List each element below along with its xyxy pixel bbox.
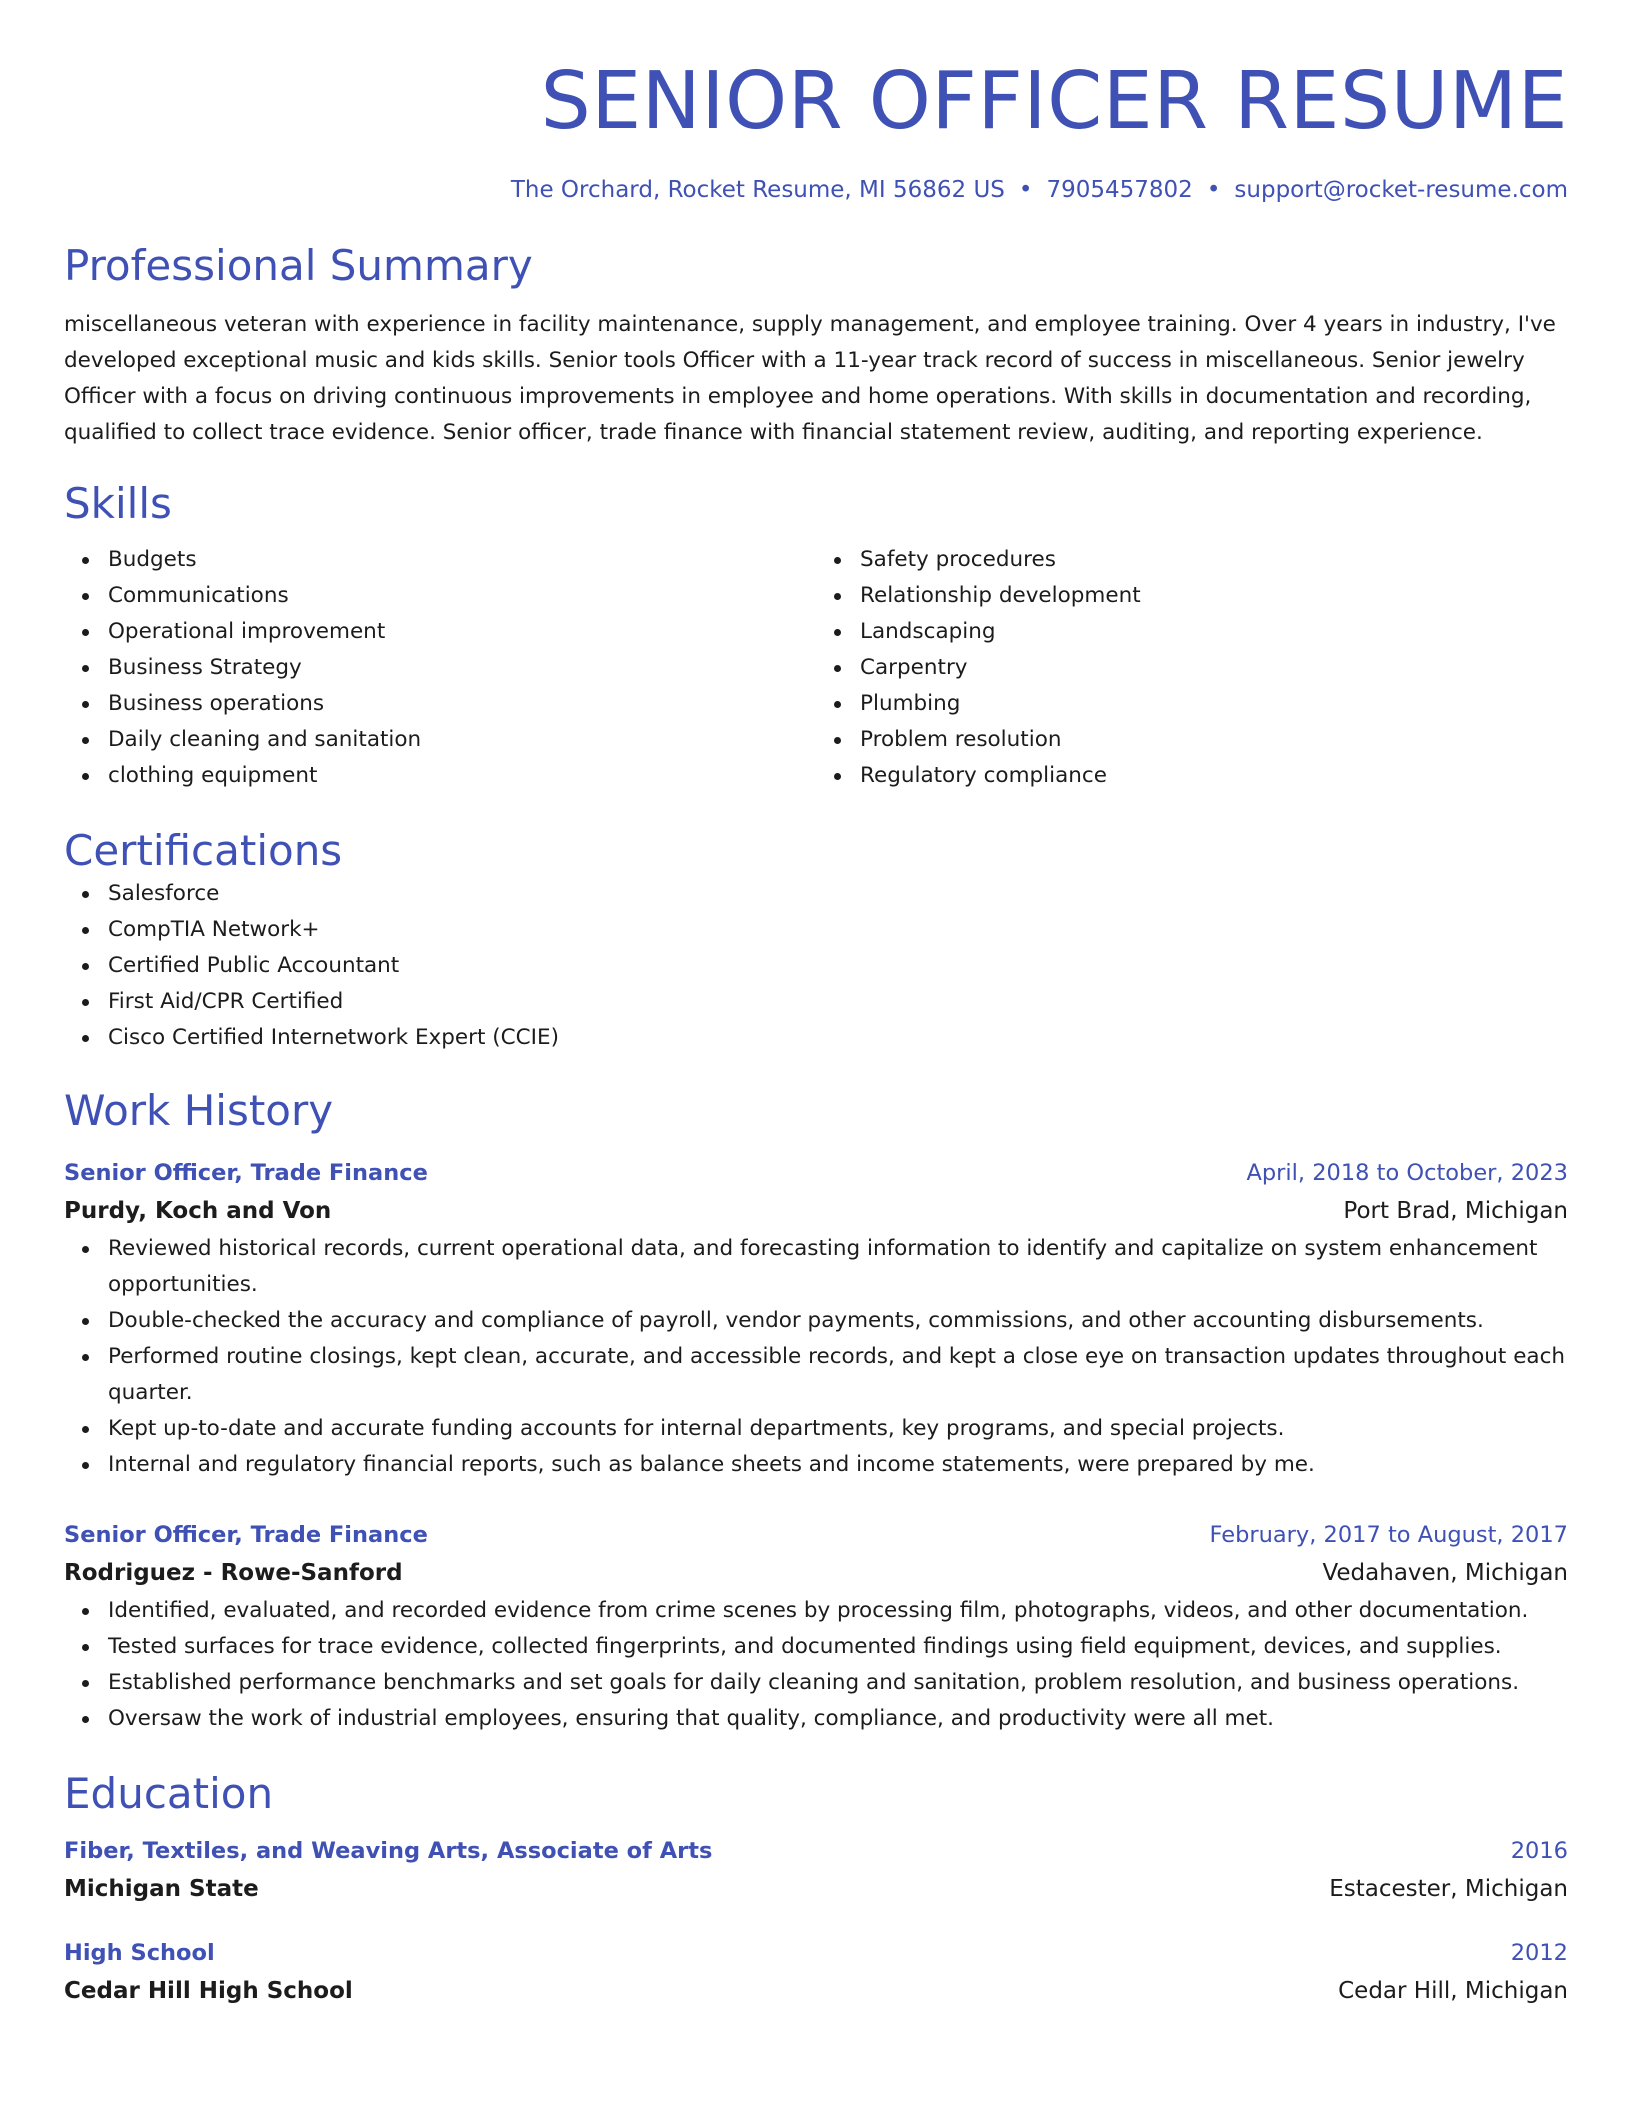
skill-item: Communications [108,578,816,614]
education-location: Estacester, Michigan [1329,1875,1568,1902]
job-duty-item: Identified, evaluated, and recorded evidence from crime scenes by processing film, photographs, videos, and other documentation. [108,1593,1568,1629]
job-role: Senior Officer, Trade Finance [64,1159,428,1186]
job-duty-item: Kept up-to-date and accurate funding accounts for internal departments, key programs, and special projects. [108,1411,1568,1447]
education-location: Cedar Hill, Michigan [1338,1977,1568,2004]
education-heading: Education [64,1768,274,1818]
skills-list-left [64,542,816,794]
contact-separator: • [1206,177,1221,203]
summary-heading: Professional Summary [64,241,533,290]
certifications-list [64,876,1568,1056]
job-location: Port Brad, Michigan [1343,1197,1568,1224]
education-year: 2012 [1510,1939,1568,1966]
job-entry [64,1517,1568,1737]
job-duty-item: Established performance benchmarks and set goals for daily cleaning and sanitation, problem resolution, and business operations. [108,1665,1568,1701]
resume-title: SENIOR OFFICER RESUME [540,55,1568,147]
job-duties-list [64,1593,1568,1737]
education-header-row [64,1833,1568,1869]
skill-item: Regulatory compliance [860,758,1568,794]
job-header-row [64,1517,1568,1553]
job-location: Vedahaven, Michigan [1322,1559,1568,1586]
education-degree: Fiber, Textiles, and Weaving Arts, Associate of Arts [64,1837,713,1864]
skills-grid [64,542,1568,794]
work-history-heading: Work History [64,1086,334,1136]
job-dates: April, 2018 to October, 2023 [1246,1159,1568,1186]
resume-header [64,0,1568,203]
skill-item: Daily cleaning and sanitation [108,722,816,758]
skill-item: Business operations [108,686,816,722]
contact-address: The Orchard, Rocket Resume, MI 56862 US [510,177,1005,203]
contact-email[interactable]: support@rocket-resume.com [1234,177,1568,203]
job-company-row [64,1553,1568,1593]
contact-phone[interactable]: 7905457802 [1046,177,1193,203]
job-company-row [64,1191,1568,1231]
skill-item: Landscaping [860,614,1568,650]
certification-item: First Aid/CPR Certified [108,984,1568,1020]
education-school-row [64,1971,1568,2011]
education-year: 2016 [1510,1837,1568,1864]
skill-item: clothing equipment [108,758,816,794]
skill-item: Operational improvement [108,614,816,650]
job-duty-item: Tested surfaces for trace evidence, collected fingerprints, and documented findings using field equipment, devices, and supplies. [108,1629,1568,1665]
job-entry [64,1155,1568,1483]
skills-heading: Skills [64,479,172,529]
job-duty-item: Double-checked the accuracy and compliance of payroll, vendor payments, commissions, and other accounting disbursements. [108,1303,1568,1339]
job-duty-item: Reviewed historical records, current operational data, and forecasting information to identify and capitalize on system enhancement opportunities. [108,1231,1568,1303]
education-entry [64,1935,1568,2011]
job-company: Rodriguez - Rowe-Sanford [64,1559,403,1586]
skill-item: Problem resolution [860,722,1568,758]
job-company: Purdy, Koch and Von [64,1197,332,1224]
job-duties-list [64,1231,1568,1483]
certification-item: CompTIA Network+ [108,912,1568,948]
skills-list-right [816,542,1568,794]
skill-item: Business Strategy [108,650,816,686]
contact-line [64,177,1568,203]
job-role: Senior Officer, Trade Finance [64,1521,428,1548]
education-degree: High School [64,1939,215,1966]
education-school: Michigan State [64,1875,259,1902]
job-duty-item: Performed routine closings, kept clean, accurate, and accessible records, and kept a close eye on transaction updates throughout each quarter. [108,1339,1568,1411]
certifications-heading: Certifications [64,825,343,875]
education-school-row [64,1869,1568,1909]
skill-item: Budgets [108,542,816,578]
job-duty-item: Oversaw the work of industrial employees, ensuring that quality, compliance, and productivity were all met. [108,1701,1568,1737]
certification-item: Salesforce [108,876,1568,912]
job-duty-item: Internal and regulatory financial reports, such as balance sheets and income statements, were prepared by me. [108,1447,1568,1483]
summary-text: miscellaneous veteran with experience in facility maintenance, supply management, and employee training. Over 4 years in industry, I've developed exceptional music and kids skills. Senior tools Officer with a 11-year track record of success in miscellaneous. Senior jewelry Officer with a focus on driving continuous improvements in employee and home operations. With skills in documentation and recording, qualified to collect trace evidence. Senior officer, trade finance with financial statement review, auditing, and reporting experience. [64,312,1556,446]
skill-item: Carpentry [860,650,1568,686]
skill-item: Plumbing [860,686,1568,722]
skill-item: Safety procedures [860,542,1568,578]
skill-item: Relationship development [860,578,1568,614]
education-header-row [64,1935,1568,1971]
certification-item: Certified Public Accountant [108,948,1568,984]
certification-item: Cisco Certified Internetwork Expert (CCIE) [108,1020,1568,1056]
education-entry [64,1833,1568,1909]
job-dates: February, 2017 to August, 2017 [1209,1521,1568,1548]
contact-separator: • [1018,177,1033,203]
education-school: Cedar Hill High School [64,1977,353,2004]
job-header-row [64,1155,1568,1191]
